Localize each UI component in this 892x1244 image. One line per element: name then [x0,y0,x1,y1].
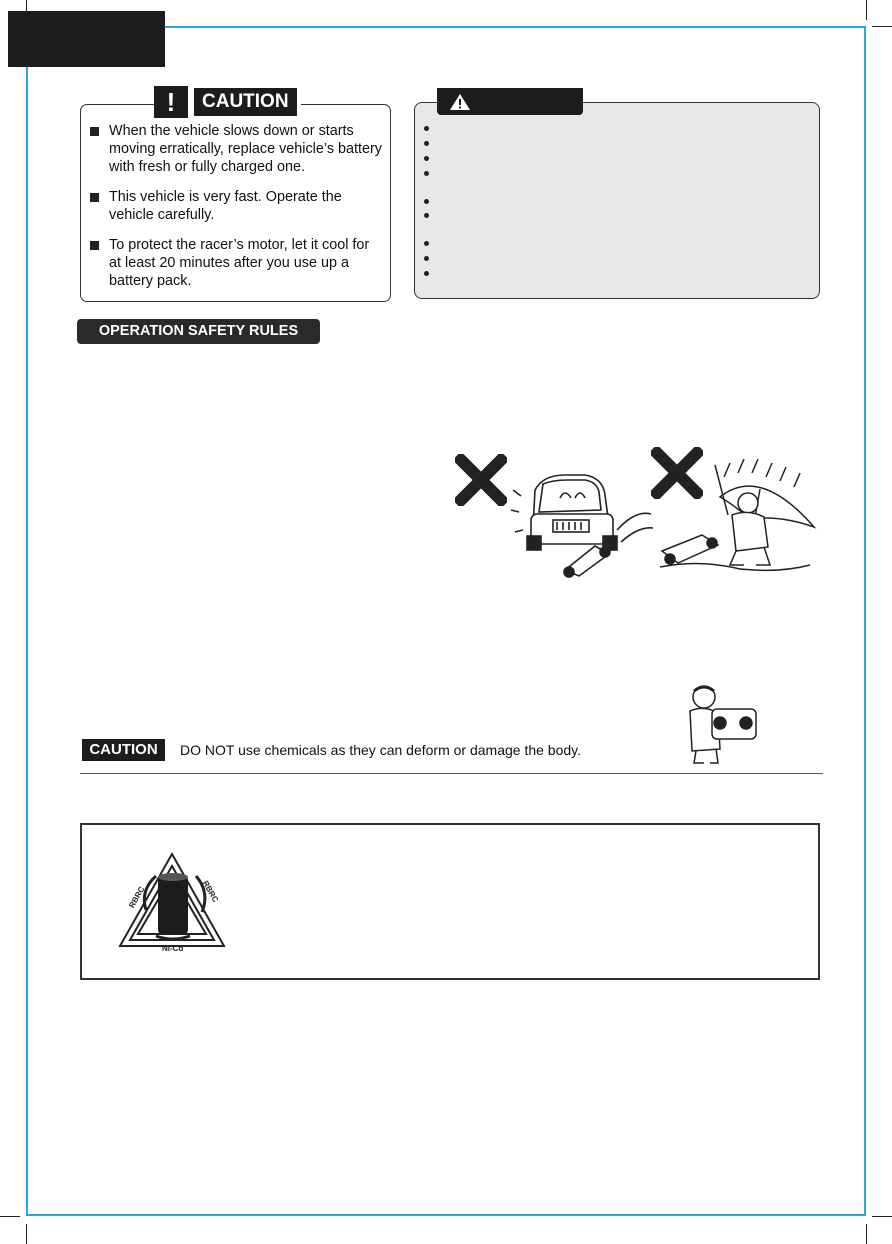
caution-item-text: To protect the racer’s motor, let it cool for at least 20 minutes after you use up a battery pack. [109,237,370,289]
bullet-icon [424,126,429,131]
bullet-icon [424,241,429,246]
crop-mark [872,26,892,27]
crop-mark [0,1216,20,1217]
bullet-icon [424,213,429,218]
warning-panel [414,102,820,299]
caution-badge: CAUTION [82,739,165,761]
crop-mark [866,1224,867,1244]
caution-heading: CAUTION [194,88,297,116]
list-item [88,188,384,224]
chemicals-warning-text: DO NOT use chemicals as they can deform or damage the body. [180,742,582,758]
caution-item-text: When the vehicle slows down or starts moving erratically, replace vehicle’s battery with fresh or fully charged one. [109,123,383,175]
bullet-icon [424,256,429,261]
crop-mark [26,1224,27,1244]
prohibited-x-icon [455,454,507,506]
crop-mark [872,1216,892,1217]
square-bullet-icon [90,241,99,250]
bullet-icon [424,141,429,146]
divider [80,773,823,774]
rbrc-label-right: RBRC [200,879,221,904]
bullet-icon [424,171,429,176]
bullet-icon [424,199,429,204]
bullet-icon [424,156,429,161]
warning-panel-header [437,88,583,115]
crop-mark [866,0,867,20]
car-traffic-illustration [505,470,655,580]
warning-triangle-icon [449,93,471,111]
operation-safety-heading: OPERATION SAFETY RULES [77,319,320,344]
exclamation-icon: ! [154,86,188,118]
square-bullet-icon [90,127,99,136]
caution-item-text: This vehicle is very fast. Operate the vehicle carefully. [109,189,342,223]
square-bullet-icon [90,193,99,202]
list-item [88,236,384,290]
list-item [88,122,384,176]
nicd-label: Ni-Cd [162,944,184,953]
caution-list [88,122,384,302]
child-with-car-illustration [682,683,762,765]
page-corner-tab [8,11,165,67]
bullet-icon [424,271,429,276]
rbrc-recycle-seal-icon [116,850,228,954]
child-in-rain-illustration [660,455,820,575]
rbrc-label-left: RBRC [127,884,147,910]
caution-panel-header [154,86,301,118]
